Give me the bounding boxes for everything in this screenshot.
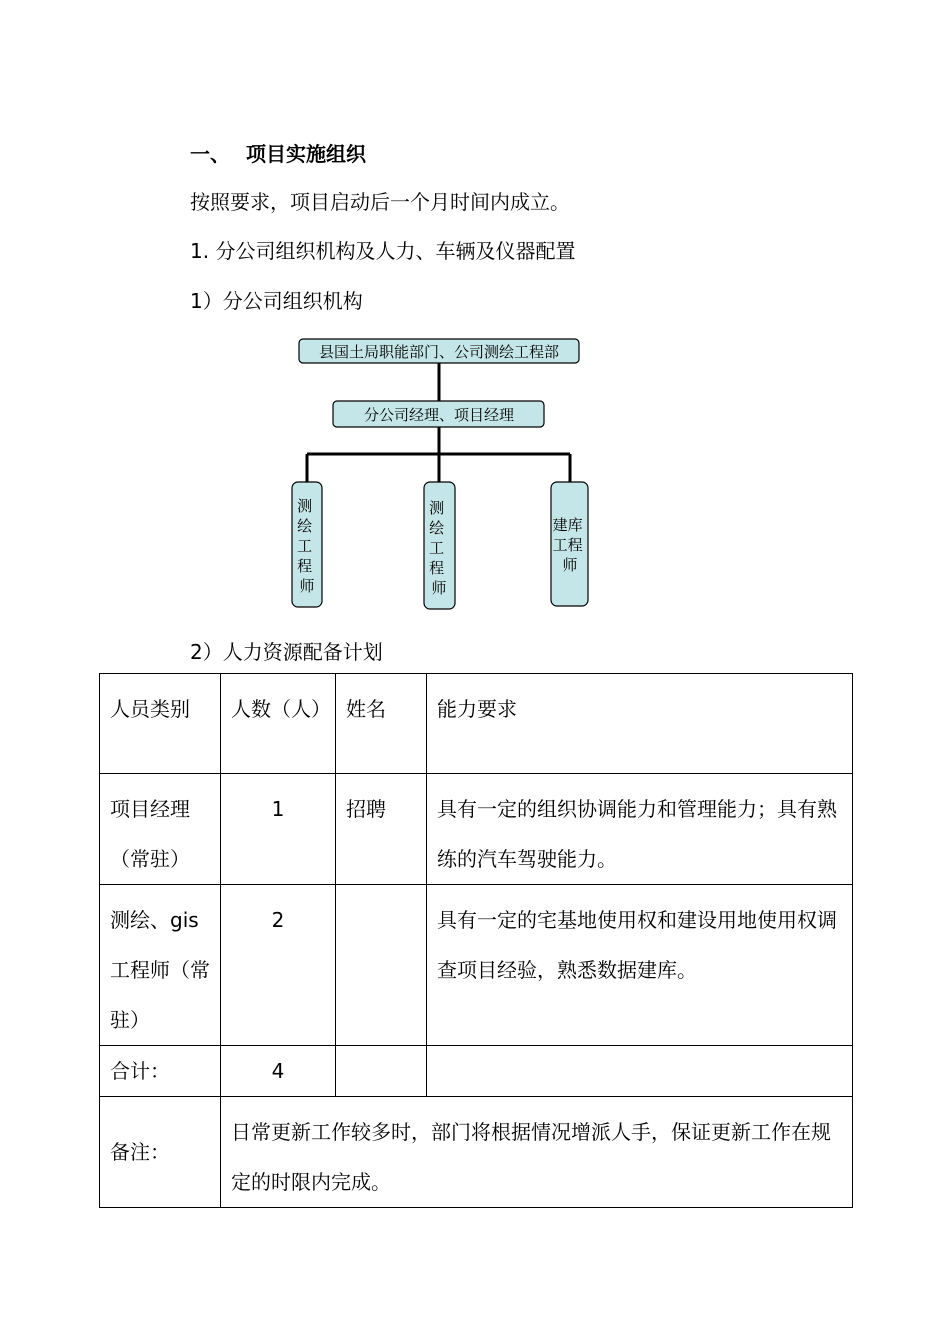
org-box-leaf-1-label: 测 绘 工 程 师 [297, 497, 315, 595]
org-box-leaf-3-label: 建库 工程 师 [552, 516, 583, 574]
note-text: 日常更新工作较多时，部门将根据情况增派人手，保证更新工作在规定的时限内完成。 [221, 1097, 853, 1208]
subsection-title: 1. 分公司组织机构及人力、车辆及仪器配置 [190, 239, 576, 263]
intro-paragraph: 按照要求，项目启动后一个月时间内成立。 [190, 190, 570, 214]
table-note-row [100, 1097, 853, 1208]
table-header-row [100, 674, 853, 774]
total-count: 4 [221, 1046, 336, 1097]
org-box-middle-label: 分公司经理、项目经理 [363, 406, 515, 424]
table-row [100, 885, 853, 1046]
header-count: 人数（人） [221, 674, 336, 774]
org-box-leaf-2-label: 测 绘 工 程 师 [429, 499, 447, 597]
header-name: 姓名 [336, 674, 427, 774]
total-empty-cell [427, 1046, 853, 1097]
table-row [100, 774, 853, 885]
hr-plan-caption: 2）人力资源配备计划 [190, 640, 383, 664]
note-label: 备注： [100, 1097, 221, 1208]
org-chart [285, 330, 595, 615]
cell-count: 2 [221, 885, 336, 1046]
total-label: 合计： [100, 1046, 221, 1097]
header-requirement: 能力要求 [427, 674, 853, 774]
cell-requirement: 具有一定的组织协调能力和管理能力；具有熟练的汽车驾驶能力。 [427, 774, 853, 885]
cell-name: 招聘 [336, 774, 427, 885]
hr-plan-table [99, 673, 853, 1208]
cell-category: 项目经理（常驻） [100, 774, 221, 885]
cell-name [336, 885, 427, 1046]
cell-count: 1 [221, 774, 336, 885]
cell-category: 测绘、gis工程师（常驻） [100, 885, 221, 1046]
header-category: 人员类别 [100, 674, 221, 774]
section-title: 项目实施组织 [246, 142, 366, 166]
total-empty-cell [336, 1046, 427, 1097]
section-number: 一、 [190, 142, 230, 166]
cell-requirement: 具有一定的宅基地使用权和建设用地使用权调查项目经验，熟悉数据建库。 [427, 885, 853, 1046]
org-chart-caption: 1）分公司组织机构 [190, 289, 363, 313]
org-box-top-label: 县国土局职能部门、公司测绘工程部 [318, 343, 560, 361]
section-heading [190, 138, 366, 167]
table-total-row [100, 1046, 853, 1097]
